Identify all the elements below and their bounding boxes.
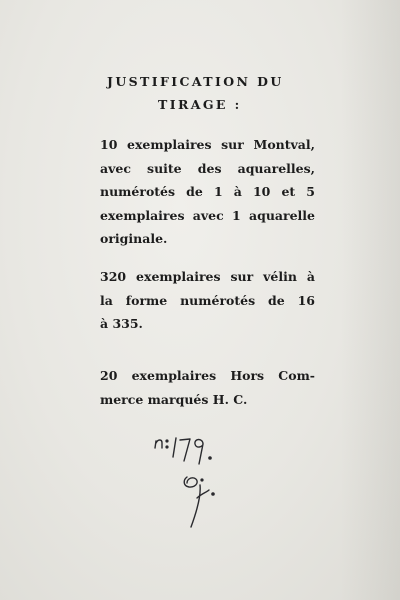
paragraph-line: 20 exemplaires Hors Com-: [100, 368, 315, 383]
paragraph-hors-commerce: [100, 364, 315, 411]
paragraph-velin: [100, 265, 315, 336]
paragraph-line: avec suite des aquarelles,: [100, 160, 315, 176]
paragraph-montval: [100, 133, 315, 251]
paragraph-line: numérotés de 1 à 10 et 5: [100, 184, 315, 200]
paragraph-line: à 335.: [100, 316, 143, 332]
paragraph-line: 10 exemplaires sur Montval,: [100, 137, 315, 152]
handwritten-signature: [145, 428, 255, 538]
heading-line-1: JUSTIFICATION DU: [107, 74, 284, 89]
paragraph-line: exemplaires avec 1 aquarelle: [100, 207, 315, 223]
page-shadow: [340, 0, 400, 600]
paragraph-line: originale.: [100, 231, 168, 247]
paragraph-line: 320 exemplaires sur vélin à: [100, 269, 315, 284]
paragraph-line: la forme numérotés de 16: [100, 292, 315, 308]
paragraph-line: merce marqués H. C.: [100, 391, 248, 407]
heading-line-2: TIRAGE :: [158, 97, 242, 112]
